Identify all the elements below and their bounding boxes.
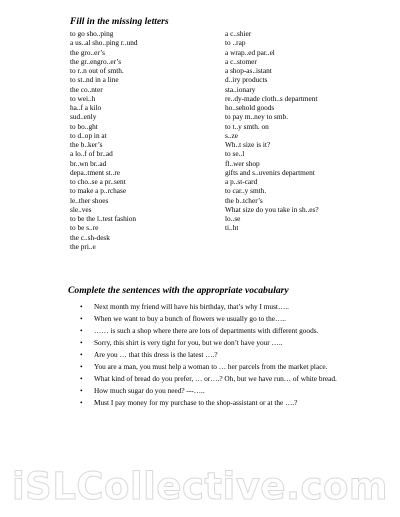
word-item: ha..f a kilo xyxy=(70,103,102,112)
sentence-text: What kind of bread do you prefer, … or….? Oh, but we have run… of white bread. xyxy=(94,373,337,383)
sentence-text: When we want to buy a bunch of flowers we usually go to the….. xyxy=(94,313,286,323)
word-item: d..iry products xyxy=(225,75,268,85)
bullet-icon: • xyxy=(80,349,83,359)
word-item: ti..ht xyxy=(225,223,239,233)
sentence-text: Next month my friend will have his birthday, that’s why I must….. xyxy=(94,302,289,311)
word-item: gifts and s..uvenirs department xyxy=(225,167,315,177)
word-item: to bo..ght xyxy=(70,121,98,131)
word-item: the b..tcher’s xyxy=(225,195,263,205)
sentence-list xyxy=(80,302,380,410)
sentence-text: …… is such a shop where there are lots of departments with different goods. xyxy=(94,325,319,335)
sentence-item xyxy=(80,302,380,312)
word-item: sud..enly xyxy=(70,112,97,122)
word-item: a c..shier xyxy=(225,29,252,38)
word-item: the gro..er’s xyxy=(70,47,105,57)
sentence-text: You are a man, you must help a woman to … her parcels from the market place. xyxy=(94,361,328,371)
word-item: to make a p..rchase xyxy=(70,186,127,196)
sentence-text: How much sugar do you need? ---….. xyxy=(94,385,205,395)
bullet-icon: • xyxy=(80,385,83,395)
sentence-item xyxy=(80,386,380,396)
word-item: sta..ionary xyxy=(225,84,256,94)
sentence-item xyxy=(80,350,380,360)
word-item: ho..sehold goods xyxy=(225,103,275,112)
word-item: to car..y smth. xyxy=(225,186,267,196)
word-item: sle..ves xyxy=(70,204,92,214)
word-item: br..wn br..ad xyxy=(70,158,107,168)
sentence-item xyxy=(80,362,380,372)
word-item: to r..n out of smth. xyxy=(70,66,124,75)
section-title-complete-sentences: Complete the sentences with the appropriate vocabulary xyxy=(68,285,289,296)
word-item: the b..ker’s xyxy=(70,140,103,149)
word-item: to cho..se a pr..sent xyxy=(70,177,126,186)
sentence-item xyxy=(80,338,380,348)
word-item: Wh..t size is it? xyxy=(225,140,271,149)
word-item: s..ze xyxy=(225,130,238,140)
word-item: to go sho..ping xyxy=(70,29,114,38)
sentence-text: Sorry, this shirt is very tight for you, but we don’t have your ….. xyxy=(94,337,283,347)
word-item: a c..stomer xyxy=(225,56,257,66)
sentence-text: Are you … that this dress is the latest ….? xyxy=(94,349,218,359)
word-item: to d..op in at xyxy=(70,130,107,140)
word-item: re..dy-made cloth..s department xyxy=(225,93,318,103)
sentence-item xyxy=(80,314,380,324)
word-item: depa..tment st..re xyxy=(70,167,121,177)
word-item: a shop-as..istant xyxy=(225,66,272,75)
sentence-text: Must I pay money for my purchase to the shop-assistant or at the ….? xyxy=(94,397,298,407)
word-item: a lo..f of br..ad xyxy=(70,149,113,159)
word-item: a wrap..ed par..el xyxy=(225,47,275,57)
word-item: the pri..e xyxy=(70,241,96,251)
word-item: lo..se xyxy=(225,214,241,223)
word-item: to se..l xyxy=(225,149,245,159)
bullet-icon: • xyxy=(80,313,83,323)
word-list-left xyxy=(70,29,138,251)
word-item: to be the l..test fashion xyxy=(70,214,137,223)
word-item: to wei..h xyxy=(70,93,96,103)
bullet-icon: • xyxy=(80,361,83,371)
word-item: to ..rap xyxy=(225,38,246,48)
word-item: the c..sh-desk xyxy=(70,232,110,242)
word-item: to t..y smth. on xyxy=(225,121,269,131)
word-item: What size do you take in sh..es? xyxy=(225,204,319,214)
bullet-icon: • xyxy=(80,373,83,383)
word-item: to st..nd in a line xyxy=(70,75,119,85)
word-item: to pay m..ney to smb. xyxy=(225,112,289,122)
bullet-icon: • xyxy=(80,337,83,347)
word-item: a p..st-card xyxy=(225,177,258,186)
word-item: le..ther shoes xyxy=(70,195,109,205)
word-list-right xyxy=(225,29,319,233)
word-item: the gr..engro..er’s xyxy=(70,56,122,66)
section-title-fill-letters: Fill in the missing letters xyxy=(70,16,169,27)
word-item: the co..nter xyxy=(70,84,103,94)
sentence-item xyxy=(80,374,380,384)
watermark-logo: iSLCollective.com xyxy=(12,465,388,508)
bullet-icon: • xyxy=(80,397,83,407)
sentence-item xyxy=(80,326,380,336)
word-item: fl..wer shop xyxy=(225,158,260,168)
bullet-icon: • xyxy=(80,302,83,311)
bullet-icon: • xyxy=(80,325,83,335)
word-item: to be s..re xyxy=(70,223,99,233)
word-item: a us..al sho..ping r..und xyxy=(70,38,138,48)
sentence-item xyxy=(80,398,380,408)
